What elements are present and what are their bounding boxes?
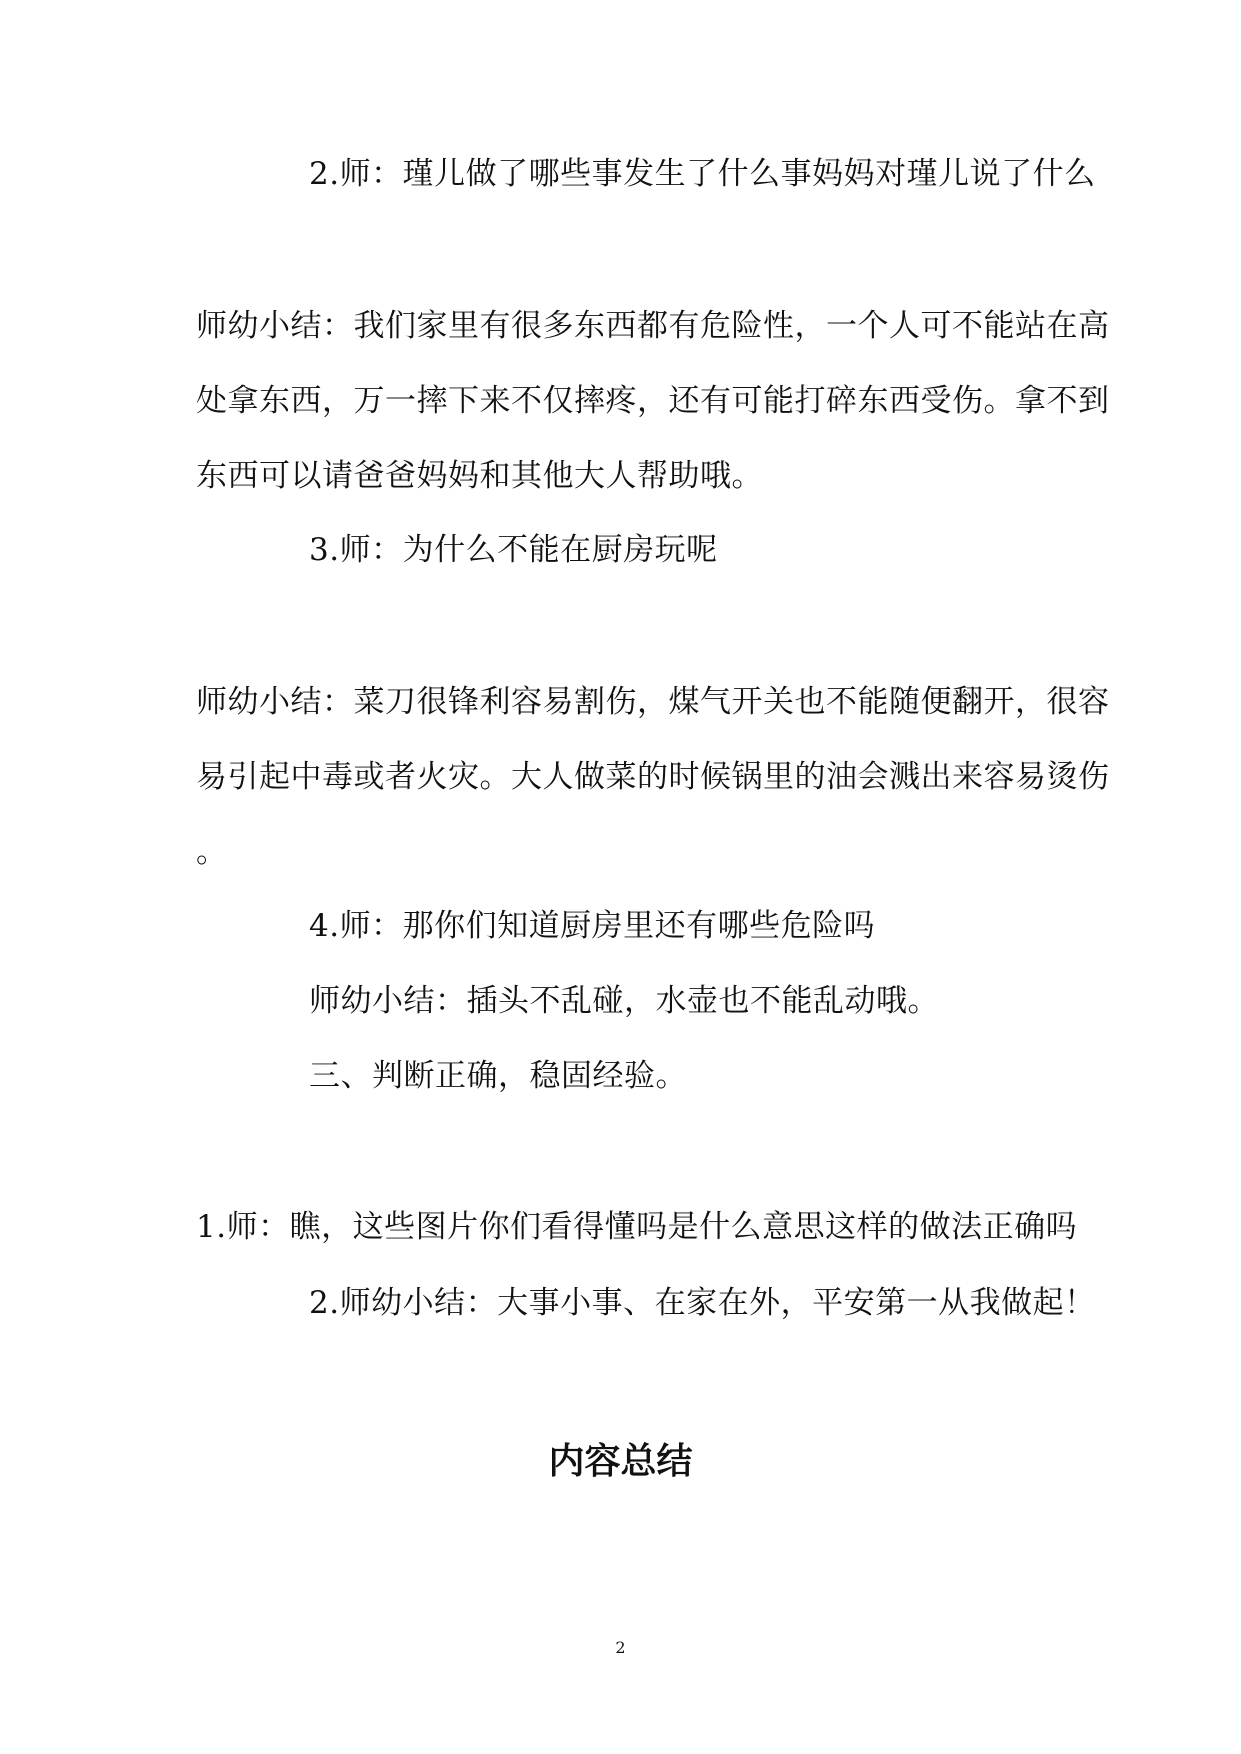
paragraph-question-3: 3.师：为什么不能在厨房玩呢 — [309, 532, 718, 568]
section-three-title: 三、判断正确，稳固经验。 — [309, 1058, 687, 1094]
summary-1-line-3: 东西可以请爸爸妈妈和其他大人帮助哦。 — [196, 458, 763, 494]
summary-final: 2.师幼小结：大事小事、在家在外，平安第一从我做起！ — [309, 1285, 1096, 1321]
summary-2-line-3: 。 — [196, 834, 228, 870]
summary-1-line-1: 师幼小结：我们家里有很多东西都有危险性，一个人可不能站在高 — [196, 308, 1110, 344]
paragraph-question-4: 4.师：那你们知道厨房里还有哪些危险吗 — [309, 908, 876, 944]
content-summary-heading: 内容总结 — [548, 1441, 693, 1482]
summary-3: 师幼小结：插头不乱碰，水壶也不能乱动哦。 — [309, 983, 939, 1019]
summary-2-line-2: 易引起中毒或者火灾。大人做菜的时候锅里的油会溅出来容易烫伤 — [196, 759, 1110, 795]
summary-2-line-1: 师幼小结：菜刀很锋利容易割伤，煤气开关也不能随便翻开，很容 — [196, 684, 1110, 720]
paragraph-question-1: 1.师：瞧，这些图片你们看得懂吗是什么意思这样的做法正确吗 — [196, 1209, 1078, 1245]
summary-1-line-2: 处拿东西，万一摔下来不仅摔疼，还有可能打碎东西受伤。拿不到 — [196, 383, 1110, 419]
paragraph-question-2: 2.师：瑾儿做了哪些事发生了什么事妈妈对瑾儿说了什么 — [309, 156, 1096, 192]
page-number: 2 — [615, 1638, 626, 1657]
